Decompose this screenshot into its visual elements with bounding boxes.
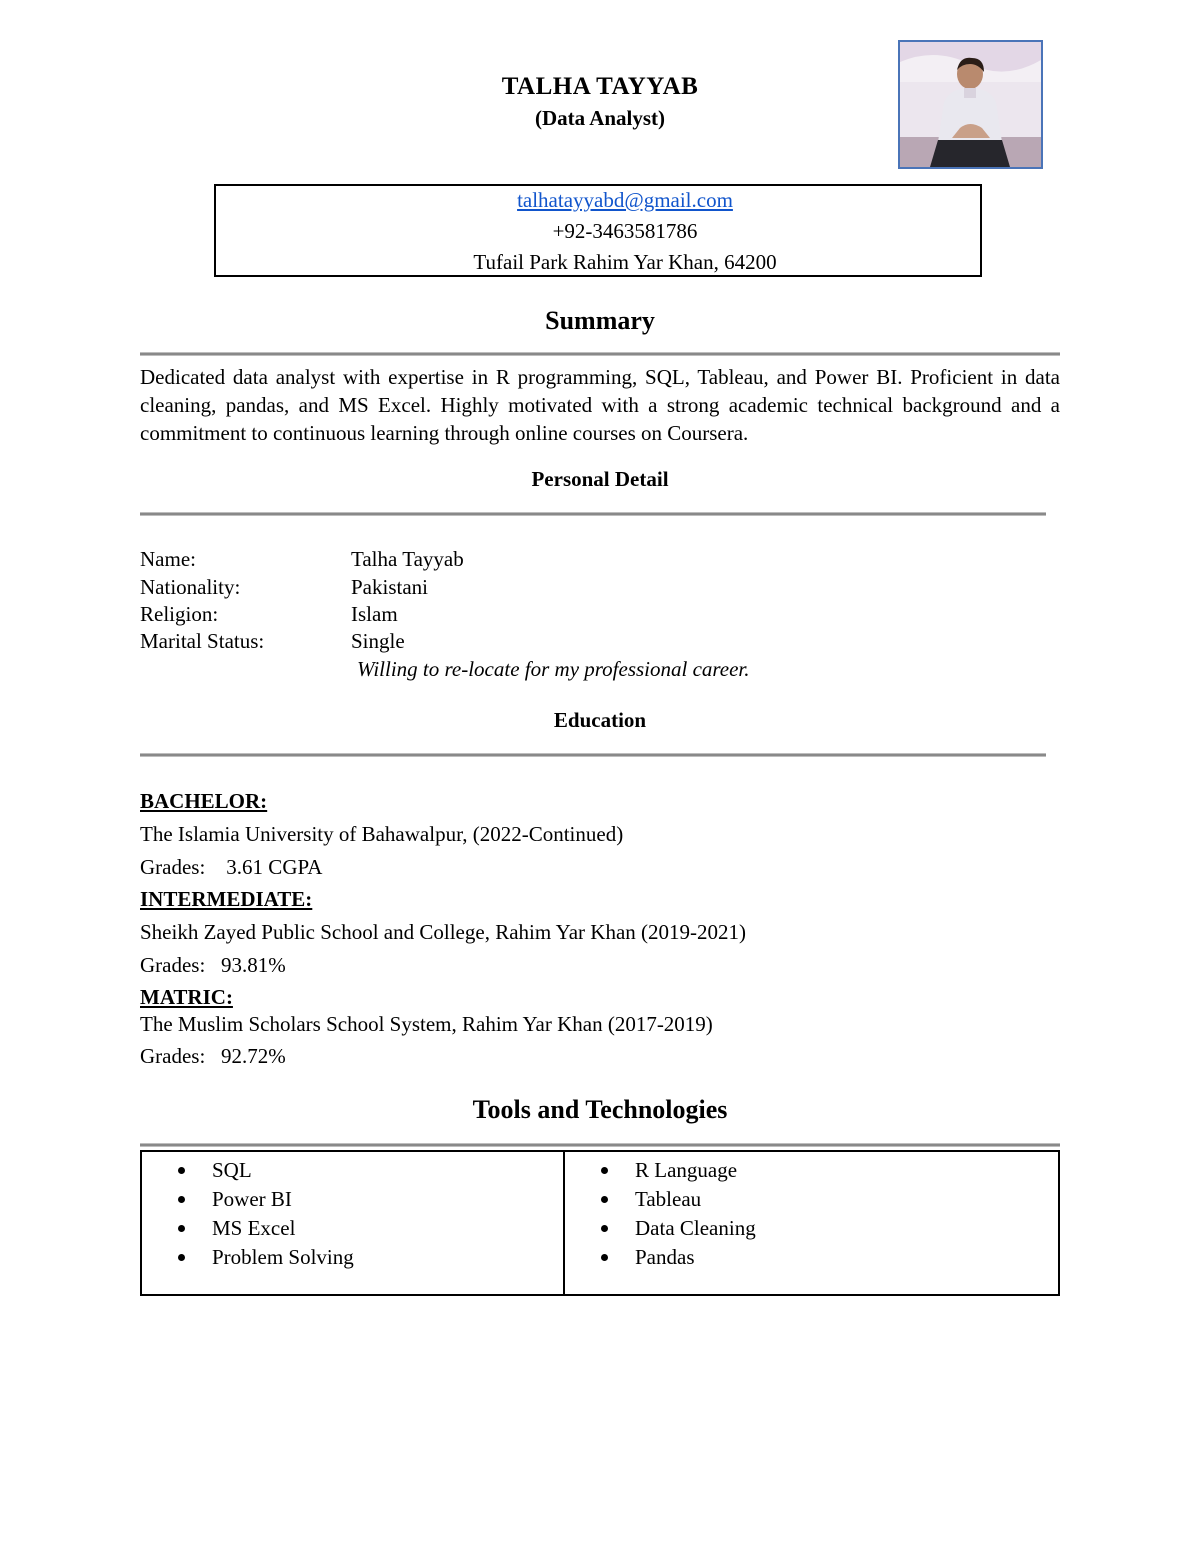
tool-item: R Language (635, 1156, 756, 1185)
personal-label-name: Name: (140, 547, 196, 571)
personal-value-nationality: Pakistani (351, 575, 428, 599)
candidate-role: (Data Analyst) (534, 106, 666, 130)
tool-item: Power BI (212, 1185, 354, 1214)
tools-table (140, 1150, 1060, 1296)
education-institution-bachelor: The Islamia University of Bahawalpur, (2022-Continued) (140, 822, 624, 846)
tool-item: Pandas (635, 1243, 756, 1272)
contact-email-wrap (240, 188, 1010, 213)
candidate-name: TALHA TAYYAB (501, 73, 699, 100)
education-level-matric: MATRIC: (140, 985, 233, 1009)
education-level-bachelor: BACHELOR: (140, 789, 268, 813)
personal-value-marital-status: Single (351, 629, 405, 653)
education-grades-matric: Grades: 92.72% (140, 1044, 286, 1068)
personal-value-name: Talha Tayyab (351, 547, 464, 571)
personal-label-religion: Religion: (140, 602, 219, 626)
profile-photo (898, 40, 1043, 169)
contact-phone: +92-3463581786 (552, 219, 698, 243)
personal-value-religion: Islam (351, 602, 398, 626)
tool-item: Problem Solving (212, 1243, 354, 1272)
summary-divider (140, 352, 1060, 356)
tools-heading: Tools and Technologies (472, 1095, 728, 1124)
tools-column-left (142, 1152, 565, 1294)
tool-item: Tableau (635, 1185, 756, 1214)
tool-item: SQL (212, 1156, 354, 1185)
education-heading: Education (553, 708, 647, 732)
contact-address: Tufail Park Rahim Yar Khan, 64200 (473, 250, 777, 274)
personal-detail-divider (140, 512, 1046, 516)
tools-column-right (565, 1152, 1058, 1294)
personal-label-nationality: Nationality: (140, 575, 241, 599)
tools-list-left (212, 1156, 354, 1272)
tools-list-right (635, 1156, 756, 1272)
tool-item: Data Cleaning (635, 1214, 756, 1243)
education-institution-intermediate: Sheikh Zayed Public School and College, Rahim Yar Khan (2019-2021) (140, 920, 747, 944)
relocation-note: Willing to re-locate for my professional career. (357, 657, 750, 681)
education-grades-intermediate: Grades: 93.81% (140, 953, 286, 977)
education-institution-matric: The Muslim Scholars School System, Rahim Yar Khan (2017-2019) (140, 1012, 713, 1036)
contact-email-link[interactable]: talhatayyabd@gmail.com (517, 188, 733, 212)
education-grades-bachelor: Grades: 3.61 CGPA (140, 855, 323, 879)
education-divider (140, 753, 1046, 757)
education-level-intermediate: INTERMEDIATE: (140, 887, 313, 911)
summary-text: Dedicated data analyst with expertise in R programming, SQL, Tableau, and Power BI. Proficient in data cleaning, pandas, and MS Excel. Highly motivated with a strong academic technical background and a commitment to continuous learning through online courses on Coursera. (140, 365, 1060, 445)
tool-item: MS Excel (212, 1214, 354, 1243)
personal-label-marital-status: Marital Status: (140, 629, 265, 653)
tools-divider (140, 1143, 1060, 1147)
summary-heading: Summary (545, 306, 655, 335)
personal-detail-heading: Personal Detail (531, 467, 669, 491)
